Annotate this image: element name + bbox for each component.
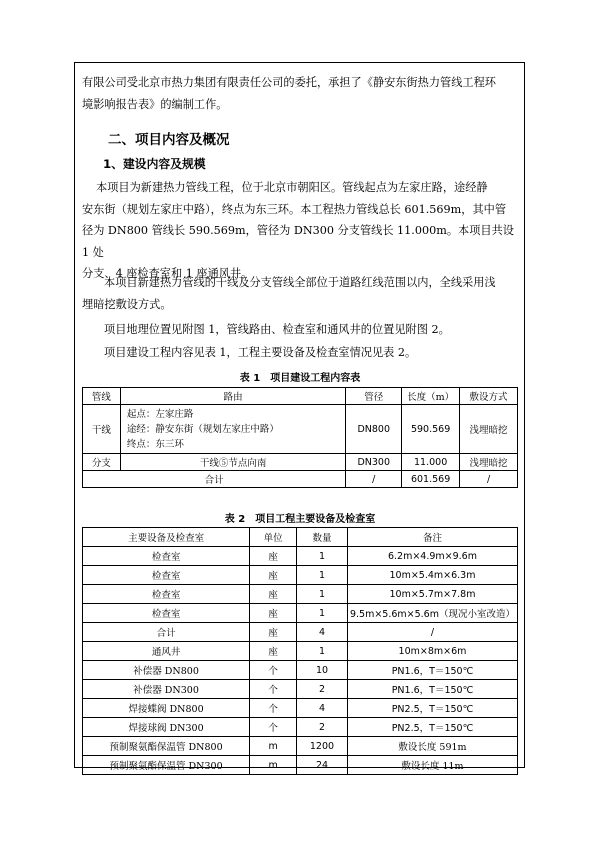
intro-line-1: 有限公司受北京市热力集团有限责任公司的委托，承担了《静安东街热力管线工程环 (82, 76, 496, 89)
table2-cell-unit: 个 (250, 718, 297, 737)
table2-cell-item: 预制聚氨酯保温管 DN300 (83, 756, 250, 775)
table2-cell-unit: 座 (250, 604, 297, 623)
para1-line-3: 径为 DN800 管线长 590.569m，管径为 DN300 分支管线长 11.000m。本项目共设 1 处 (82, 224, 514, 259)
table1-header: 长度（m） (402, 388, 460, 405)
table1-cell-type: 分支 (83, 454, 121, 471)
table1-cell-dn: DN300 (346, 454, 402, 471)
table2-cell-note: PN2.5，T＝150℃ (347, 699, 517, 718)
table2-cell-note: PN1.6，T＝150℃ (347, 680, 517, 699)
table1-cell-total-length: 601.569 (402, 471, 460, 488)
table2-cell-note: 10m×8m×6m (347, 642, 517, 661)
table2-row (83, 756, 518, 775)
para2-line-1: 本项目新建热力管线的干线及分支管线全部位于道路红线范围以内，全线采用浅 (104, 276, 496, 289)
table2-cell-note: 9.5m×5.6m×5.6m（现况小室改造） (347, 604, 517, 623)
table1-header-row (83, 388, 518, 405)
table2-header: 主要设备及检查室 (83, 528, 250, 547)
table2-cell-qty: 1 (297, 604, 348, 623)
table2-cell-note: / (347, 623, 517, 642)
table2-cell-note: 6.2m×4.9m×9.6m (347, 547, 517, 566)
table2-cell-item: 预制聚氨酯保温管 DN800 (83, 737, 250, 756)
table1-caption: 表 1 项目建设工程内容表 (239, 373, 361, 384)
table2-header-row (83, 528, 518, 547)
table2-cell-qty: 2 (297, 718, 348, 737)
table1-cell-method: 浅埋暗挖 (460, 405, 518, 454)
table2-row (83, 680, 518, 699)
table1-construction-content (82, 387, 518, 488)
paragraph-scope (82, 177, 518, 285)
table2-cell-note: PN2.5，T＝150℃ (347, 718, 517, 737)
para3-line: 项目地理位置见附图 1，管线路由、检查室和通风井的位置见附图 2。 (104, 323, 450, 336)
para4-line: 项目建设工程内容见表 1，工程主要设备及检查室情况见表 2。 (104, 346, 417, 359)
table2-cell-qty: 10 (297, 661, 348, 680)
intro-paragraph (82, 72, 518, 115)
table2-row (83, 642, 518, 661)
route-end: 终点：东三环 (126, 438, 184, 450)
para1-line-2: 安东街（规划左家庄中路），终点为东三环。本工程热力管线总长 601.569m，其中管 (82, 202, 507, 216)
table2-cell-qty: 4 (297, 699, 348, 718)
table2-cell-item: 检查室 (83, 547, 250, 566)
table2-cell-note: PN1.6，T＝150℃ (347, 661, 517, 680)
table2-cell-unit: 个 (250, 680, 297, 699)
paragraph-location (82, 319, 518, 341)
table2-row (83, 585, 518, 604)
table2-cell-unit: 座 (250, 566, 297, 585)
table2-cell-item: 检查室 (83, 585, 250, 604)
table1-header: 路由 (120, 388, 345, 405)
table2-row (83, 699, 518, 718)
table2-row (83, 661, 518, 680)
table1-cell-route (120, 405, 345, 454)
table1-cell-total-label: 合计 (83, 471, 346, 488)
para1-line-4: 分支、4 座检查室和 1 座通风井。 (82, 267, 253, 280)
table1-header: 敷设方式 (460, 388, 518, 405)
table2-equipment (82, 527, 518, 775)
table2-cell-qty: 2 (297, 680, 348, 699)
table2-row (83, 566, 518, 585)
table2-cell-item: 焊接蝶阀 DN800 (83, 699, 250, 718)
section-title: 二、项目内容及概况 (108, 132, 230, 148)
table2-caption: 表 2 项目工程主要设备及检查室 (224, 514, 376, 525)
table2-cell-item: 通风井 (83, 642, 250, 661)
table2-cell-qty: 4 (297, 623, 348, 642)
table2-row (83, 547, 518, 566)
table1-cell-total-method: / (460, 471, 518, 488)
table2-cell-item: 合计 (83, 623, 250, 642)
table2-cell-item: 检查室 (83, 604, 250, 623)
table2-cell-unit: m (250, 737, 297, 756)
table2-cell-unit: 个 (250, 699, 297, 718)
table1-cell-length: 11.000 (402, 454, 460, 471)
subsection-title: 1、建设内容及规模 (103, 157, 206, 171)
table2-cell-qty: 1200 (297, 737, 348, 756)
table2-row-subtotal (83, 623, 518, 642)
table2-cell-unit: 座 (250, 642, 297, 661)
table2-cell-item: 检查室 (83, 566, 250, 585)
table2-cell-unit: 座 (250, 585, 297, 604)
table2-cell-qty: 1 (297, 585, 348, 604)
table2-cell-item: 焊接球阀 DN300 (83, 718, 250, 737)
table1-cell-length: 590.569 (402, 405, 460, 454)
route-via: 途经：静安东街（规划左家庄中路） (126, 423, 279, 435)
table2-cell-unit: 座 (250, 623, 297, 642)
table2-header: 备注 (347, 528, 517, 547)
table2-cell-item: 补偿器 DN300 (83, 680, 250, 699)
table2-cell-note: 敷设长度 11m (347, 756, 517, 775)
paragraph-tables-ref (82, 342, 518, 364)
para2-line-2: 埋暗挖敷设方式。 (82, 297, 172, 311)
paragraph-method (82, 272, 518, 315)
table1-row-mainline (83, 405, 518, 454)
table1-row-total (83, 471, 518, 488)
table2-cell-note: 10m×5.7m×7.8m (347, 585, 517, 604)
table2-cell-note: 10m×5.4m×6.3m (347, 566, 517, 585)
table2-row (83, 737, 518, 756)
table1-cell-route: 干线⑤节点向南 (120, 454, 345, 471)
table1-cell-type: 干线 (83, 405, 121, 454)
para1-line-1: 本项目为新建热力管线工程，位于北京市朝阳区。管线起点为左家庄路，途经静 (96, 181, 488, 194)
table1-cell-total-dn: / (346, 471, 402, 488)
table2-row (83, 604, 518, 623)
table2-cell-qty: 1 (297, 547, 348, 566)
table2-cell-unit: m (250, 756, 297, 775)
table2-header: 数量 (297, 528, 348, 547)
table2-cell-item: 补偿器 DN800 (83, 661, 250, 680)
intro-line-2: 境影响报告表》的编制工作。 (82, 97, 228, 111)
table1-header: 管径 (346, 388, 402, 405)
table2-row (83, 718, 518, 737)
table2-cell-qty: 1 (297, 566, 348, 585)
table2-cell-note: 敷设长度 591m (347, 737, 517, 756)
table2-cell-unit: 座 (250, 547, 297, 566)
route-start: 起点：左家庄路 (126, 408, 194, 420)
table2-cell-qty: 1 (297, 642, 348, 661)
table2-header: 单位 (250, 528, 297, 547)
table2-cell-qty: 24 (297, 756, 348, 775)
table2-cell-unit: 个 (250, 661, 297, 680)
table1-cell-method: 浅埋暗挖 (460, 454, 518, 471)
table1-header: 管线 (83, 388, 121, 405)
table1-cell-dn: DN800 (346, 405, 402, 454)
table1-row-branch (83, 454, 518, 471)
